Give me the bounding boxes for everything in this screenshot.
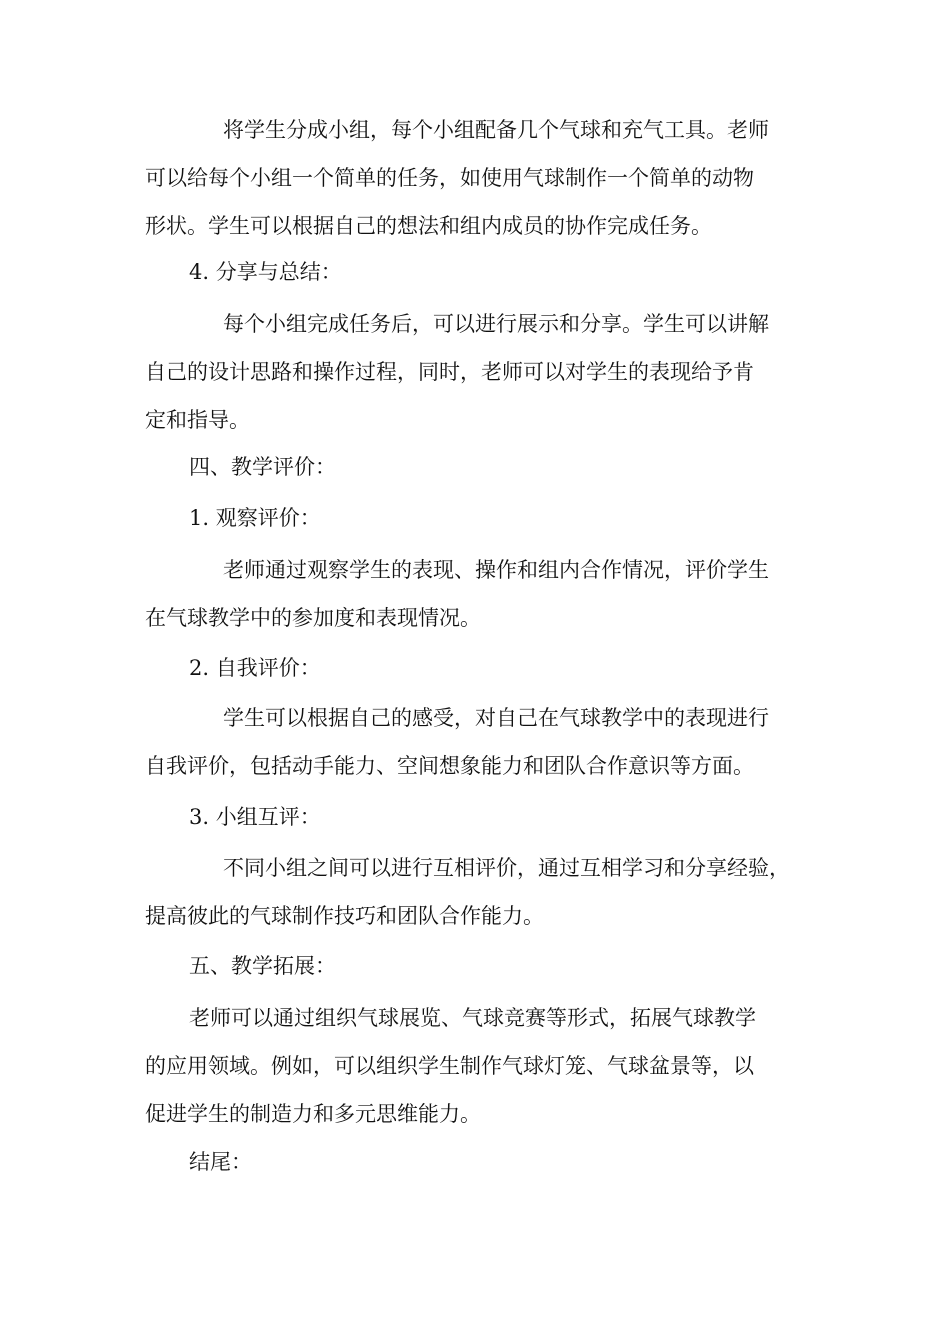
- text-line: 定和指导。: [145, 408, 250, 432]
- text-line: 提高彼此的气球制作技巧和团队合作能力。: [145, 904, 544, 928]
- text-line: 形状。学生可以根据自己的想法和组内成员的协作完成任务。: [145, 214, 712, 238]
- text-line: 4. 分享与总结：: [189, 260, 342, 284]
- text-line: 自我评价，包括动手能力、空间想象能力和团队合作意识等方面。: [145, 754, 754, 778]
- text-line: 五、教学拓展：: [189, 954, 336, 978]
- heading-ending: [145, 1138, 825, 1186]
- text-line: 老师可以通过组织气球展览、气球竞赛等形式，拓展气球教学: [189, 1006, 756, 1030]
- heading-observation-evaluation: [145, 494, 825, 542]
- text-line: 将学生分成小组，每个小组配备几个气球和充气工具。老师: [223, 118, 769, 142]
- text-line: 在气球教学中的参加度和表现情况。: [145, 606, 481, 630]
- heading-self-evaluation: [145, 644, 825, 692]
- paragraph-share: [145, 300, 825, 444]
- text-line: 结尾：: [189, 1150, 252, 1174]
- text-line: 自己的设计思路和操作过程，同时，老师可以对学生的表现给予肯: [145, 360, 754, 384]
- paragraph-extension: [145, 994, 825, 1138]
- text-line: 可以给每个小组一个简单的任务，如使用气球制作一个简单的动物: [145, 166, 754, 190]
- paragraph-peer-evaluation: [145, 844, 825, 940]
- paragraph-self-evaluation: [145, 694, 825, 790]
- heading-share-summary: [145, 248, 825, 296]
- text-line: 1. 观察评价：: [189, 506, 321, 530]
- text-line: 老师通过观察学生的表现、操作和组内合作情况，评价学生: [223, 558, 769, 582]
- heading-peer-evaluation: [145, 793, 825, 841]
- heading-teaching-evaluation: [145, 443, 825, 491]
- text-line: 四、教学评价：: [189, 455, 336, 479]
- text-line: 的应用领域。例如，可以组织学生制作气球灯笼、气球盆景等，以: [145, 1054, 754, 1078]
- heading-teaching-extension: [145, 942, 825, 990]
- text-line: 3. 小组互评：: [189, 805, 321, 829]
- text-line: 不同小组之间可以进行互相评价，通过互相学习和分享经验，: [223, 856, 790, 880]
- text-line: 学生可以根据自己的感受，对自己在气球教学中的表现进行: [223, 706, 769, 730]
- paragraph-observation: [145, 546, 825, 642]
- paragraph-group-task: [145, 106, 825, 250]
- text-line: 促进学生的制造力和多元思维能力。: [145, 1102, 481, 1126]
- text-line: 2. 自我评价：: [189, 656, 321, 680]
- text-line: 每个小组完成任务后，可以进行展示和分享。学生可以讲解: [223, 312, 769, 336]
